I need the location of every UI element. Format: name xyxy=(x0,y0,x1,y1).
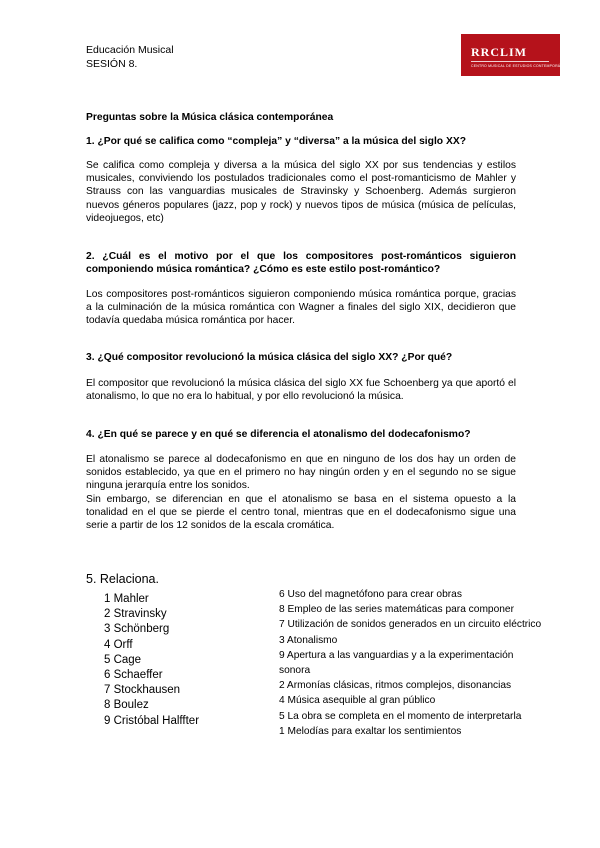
description-list xyxy=(279,587,542,739)
answer-1: Se califica como compleja y diversa a la música del siglo XX por sus tendencias y estilos musicales, conviviendo los postulados tradicionales como el post-romanticismo de Mahler y Strauss con las vanguardias musicales de Stravinsky y Schoenberg. Además surgieron nuevos géneros populares (jazz, pop y rock) y nuevos tipos de música (música de películas, videojuegos, etc) xyxy=(86,160,516,224)
list-item: 9 Apertura a las vanguardias y a la experimentación xyxy=(279,649,514,661)
list-item: 8 Boulez xyxy=(104,699,149,712)
list-item: sonora xyxy=(279,665,311,677)
question-3: 3. ¿Qué compositor revolucionó la música clásica del siglo XX? ¿Por qué? xyxy=(86,352,453,363)
logo-wordmark: RRCLIM xyxy=(471,45,527,59)
page-title: Preguntas sobre la Música clásica contemporánea xyxy=(86,112,334,123)
list-item: 3 Schönberg xyxy=(104,623,170,636)
relaciona-heading: 5. Relaciona. xyxy=(86,572,159,586)
list-item: 2 Stravinsky xyxy=(104,608,167,621)
list-item: 4 Orff xyxy=(104,638,133,651)
composer-list xyxy=(104,592,199,729)
list-item: 2 Armonías clásicas, ritmos complejos, disonancias xyxy=(279,680,512,692)
list-item: 4 Música asequible al gran público xyxy=(279,695,436,707)
list-item: 5 Cage xyxy=(104,653,142,666)
logo-divider xyxy=(471,61,549,62)
answer-2: Los compositores post-románticos siguieron componiendo música romántica porque, gracias a la culminación de la música romántica con Wagner a finales del siglo XIX, decidieron que todavía quedaba música romántica por hacer. xyxy=(86,289,516,327)
list-item: 8 Empleo de las series matemáticas para componer xyxy=(279,604,514,616)
school-logo xyxy=(461,34,572,76)
list-item: 7 Stockhausen xyxy=(104,684,181,697)
answer-3: El compositor que revolucionó la música clásica del siglo XX fue Schoenberg ya que aportó el atonalismo, lo que no era lo habitual, y por ello revolucionó la música. xyxy=(86,378,516,403)
list-item: 6 Uso del magnetófono para crear obras xyxy=(279,589,462,600)
header-session: SESIÓN 8. xyxy=(86,58,138,70)
answer-4-difference: Sin embargo, se diferencian en que el atonalismo se basa en el sistema opuesto a la tonalidad en el que se pierde el centro tonal, mientras que en el dodecafonismo sigue una serie a partir de los 12 sonidos de la escala cromática. xyxy=(86,494,516,532)
answer-4-similarity: El atonalismo se parece al dodecafonismo en que en ninguno de los dos hay un orden de sonidos establecido, ya que en el primero no hay ningún orden y en el segundo no se sigue ninguna jerarquía entre los sonidos. xyxy=(86,454,516,492)
question-4: 4. ¿En qué se parece y en qué se diferencia el atonalismo del dodecafonismo? xyxy=(86,429,471,440)
list-item: 1 Melodías para exaltar los sentimientos xyxy=(279,725,462,737)
logo-subtitle: CENTRO MUSICAL DE ESTUDIOS CONTEMPORÁNEOS xyxy=(471,64,572,68)
list-item: 3 Atonalismo xyxy=(279,634,338,646)
question-1: 1. ¿Por qué se califica como “compleja” y “diversa” a la música del siglo XX? xyxy=(86,136,466,147)
question-2: 2. ¿Cuál es el motivo por el que los compositores post-románticos siguieron componiendo música romántica? ¿Cómo es este estilo post-romántico? xyxy=(86,251,516,276)
header-subject: Educación Musical xyxy=(86,44,174,56)
list-item: 7 Utilización de sonidos generados en un circuito eléctrico xyxy=(279,619,542,631)
list-item: 9 Cristóbal Halffter xyxy=(104,714,200,727)
list-item: 5 La obra se completa en el momento de interpretarla xyxy=(279,710,522,722)
list-item: 6 Schaeffer xyxy=(104,669,163,682)
list-item: 1 Mahler xyxy=(104,593,149,605)
